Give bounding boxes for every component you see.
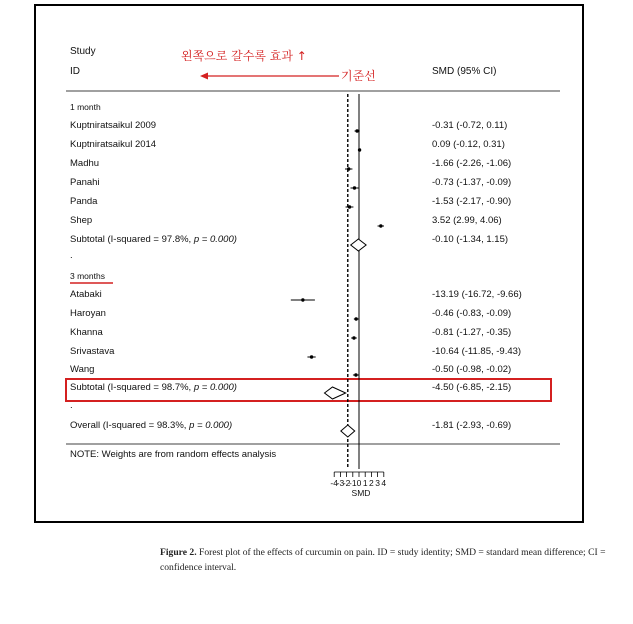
study-name: Madhu [70,158,100,169]
study-ci: 0.09 (-0.12, 0.31) [432,139,505,150]
subtotal-ci: -0.10 (-1.34, 1.15) [432,234,509,245]
study-name: Srivastava [70,346,115,357]
study-name: Kuptniratsaikul 2009 [70,120,157,131]
x-tick-label: 3 [375,478,380,488]
study-ci: -10.64 (-11.85, -9.43) [432,346,522,357]
group-label-1-month: 1 month [70,102,101,112]
study-header: Study [70,46,96,57]
weight-box [358,149,360,151]
x-tick-label: -2 [342,478,351,488]
separator-dot: . [70,250,73,261]
separator-dot: . [70,400,73,411]
subtotal-text: Subtotal (I-squared = 98.7%, [70,382,194,393]
x-tick-label: 2 [369,478,374,488]
subtotal-p: p = 0.000) [193,234,237,245]
study-name: Panda [70,196,98,207]
study-name: Kuptniratsaikul 2014 [70,139,157,150]
study-ci: -0.50 (-0.98, -0.02) [432,364,512,375]
overall-ci: -1.81 (-2.93, -0.69) [432,420,512,431]
study-ci: -13.19 (-16.72, -9.66) [432,289,522,300]
study-name: Haroyan [70,308,106,319]
weight-box [348,206,350,208]
study-ci: -1.53 (-2.17, -0.90) [432,196,512,207]
study-name: Wang [70,364,95,375]
study-ci: -1.66 (-2.26, -1.06) [432,158,512,169]
weight-box [310,356,312,358]
x-tick-label: -3 [336,478,345,488]
study-name: Atabaki [70,289,102,300]
baseline-annotation: 기준선 [341,69,376,83]
x-tick-label: 1 [362,478,368,488]
figure-caption [160,545,620,575]
overall-text: Overall (I-squared = 98.3%, [70,420,190,431]
subtotal-ci: -4.50 (-6.85, -2.15) [432,382,512,393]
subtotal-text: Subtotal (I-squared = 97.8%, [70,234,194,245]
id-header: ID [70,66,80,77]
weight-box [302,299,304,301]
weight-box [355,374,357,376]
caption-label: Figure 2. [160,547,197,558]
weights-note: NOTE: Weights are from random effects analysis [70,449,277,460]
study-name: Panahi [70,177,100,188]
pooled-diamond [351,239,366,251]
study-ci: -0.73 (-1.37, -0.09) [432,177,512,188]
weight-box [380,225,382,227]
study-name: Shep [70,215,93,226]
study-ci: -0.46 (-0.83, -0.09) [432,308,512,319]
highlight-box [66,379,551,401]
forest-plot-svg [36,6,582,521]
caption-text: Forest plot of the effects of curcumin on pain. ID = study identity; SMD = standard mean difference; CI = confidence interval. [160,547,606,573]
forest-plot-frame [34,4,584,523]
x-axis-label: SMD [351,488,371,498]
annotation-arrow-head [200,73,208,80]
x-tick-label: -1 [349,478,357,488]
smd-ci-header: SMD (95% CI) [432,66,497,77]
overall-p: p = 0.000) [189,420,233,431]
weight-box [353,337,355,339]
weight-box [348,168,350,170]
left-effect-annotation: 왼쪽으로 갈수록 효과 ↑ [181,49,307,63]
study-ci: 3.52 (2.99, 4.06) [432,215,502,226]
study-name: Khanna [70,327,103,338]
x-tick-label: 0 [356,478,362,488]
weight-box [355,318,357,320]
x-tick-label: -4 [330,478,338,488]
x-tick-label: 4 [381,478,387,488]
group-label-3-months: 3 months [70,271,105,281]
weight-box [356,130,358,132]
study-ci: -0.81 (-1.27, -0.35) [432,327,512,338]
subtotal-p: p = 0.000) [193,382,237,393]
pooled-diamond [324,387,345,399]
study-ci: -0.31 (-0.72, 0.11) [432,120,508,131]
weight-box [353,187,355,189]
pooled-diamond [341,425,355,437]
